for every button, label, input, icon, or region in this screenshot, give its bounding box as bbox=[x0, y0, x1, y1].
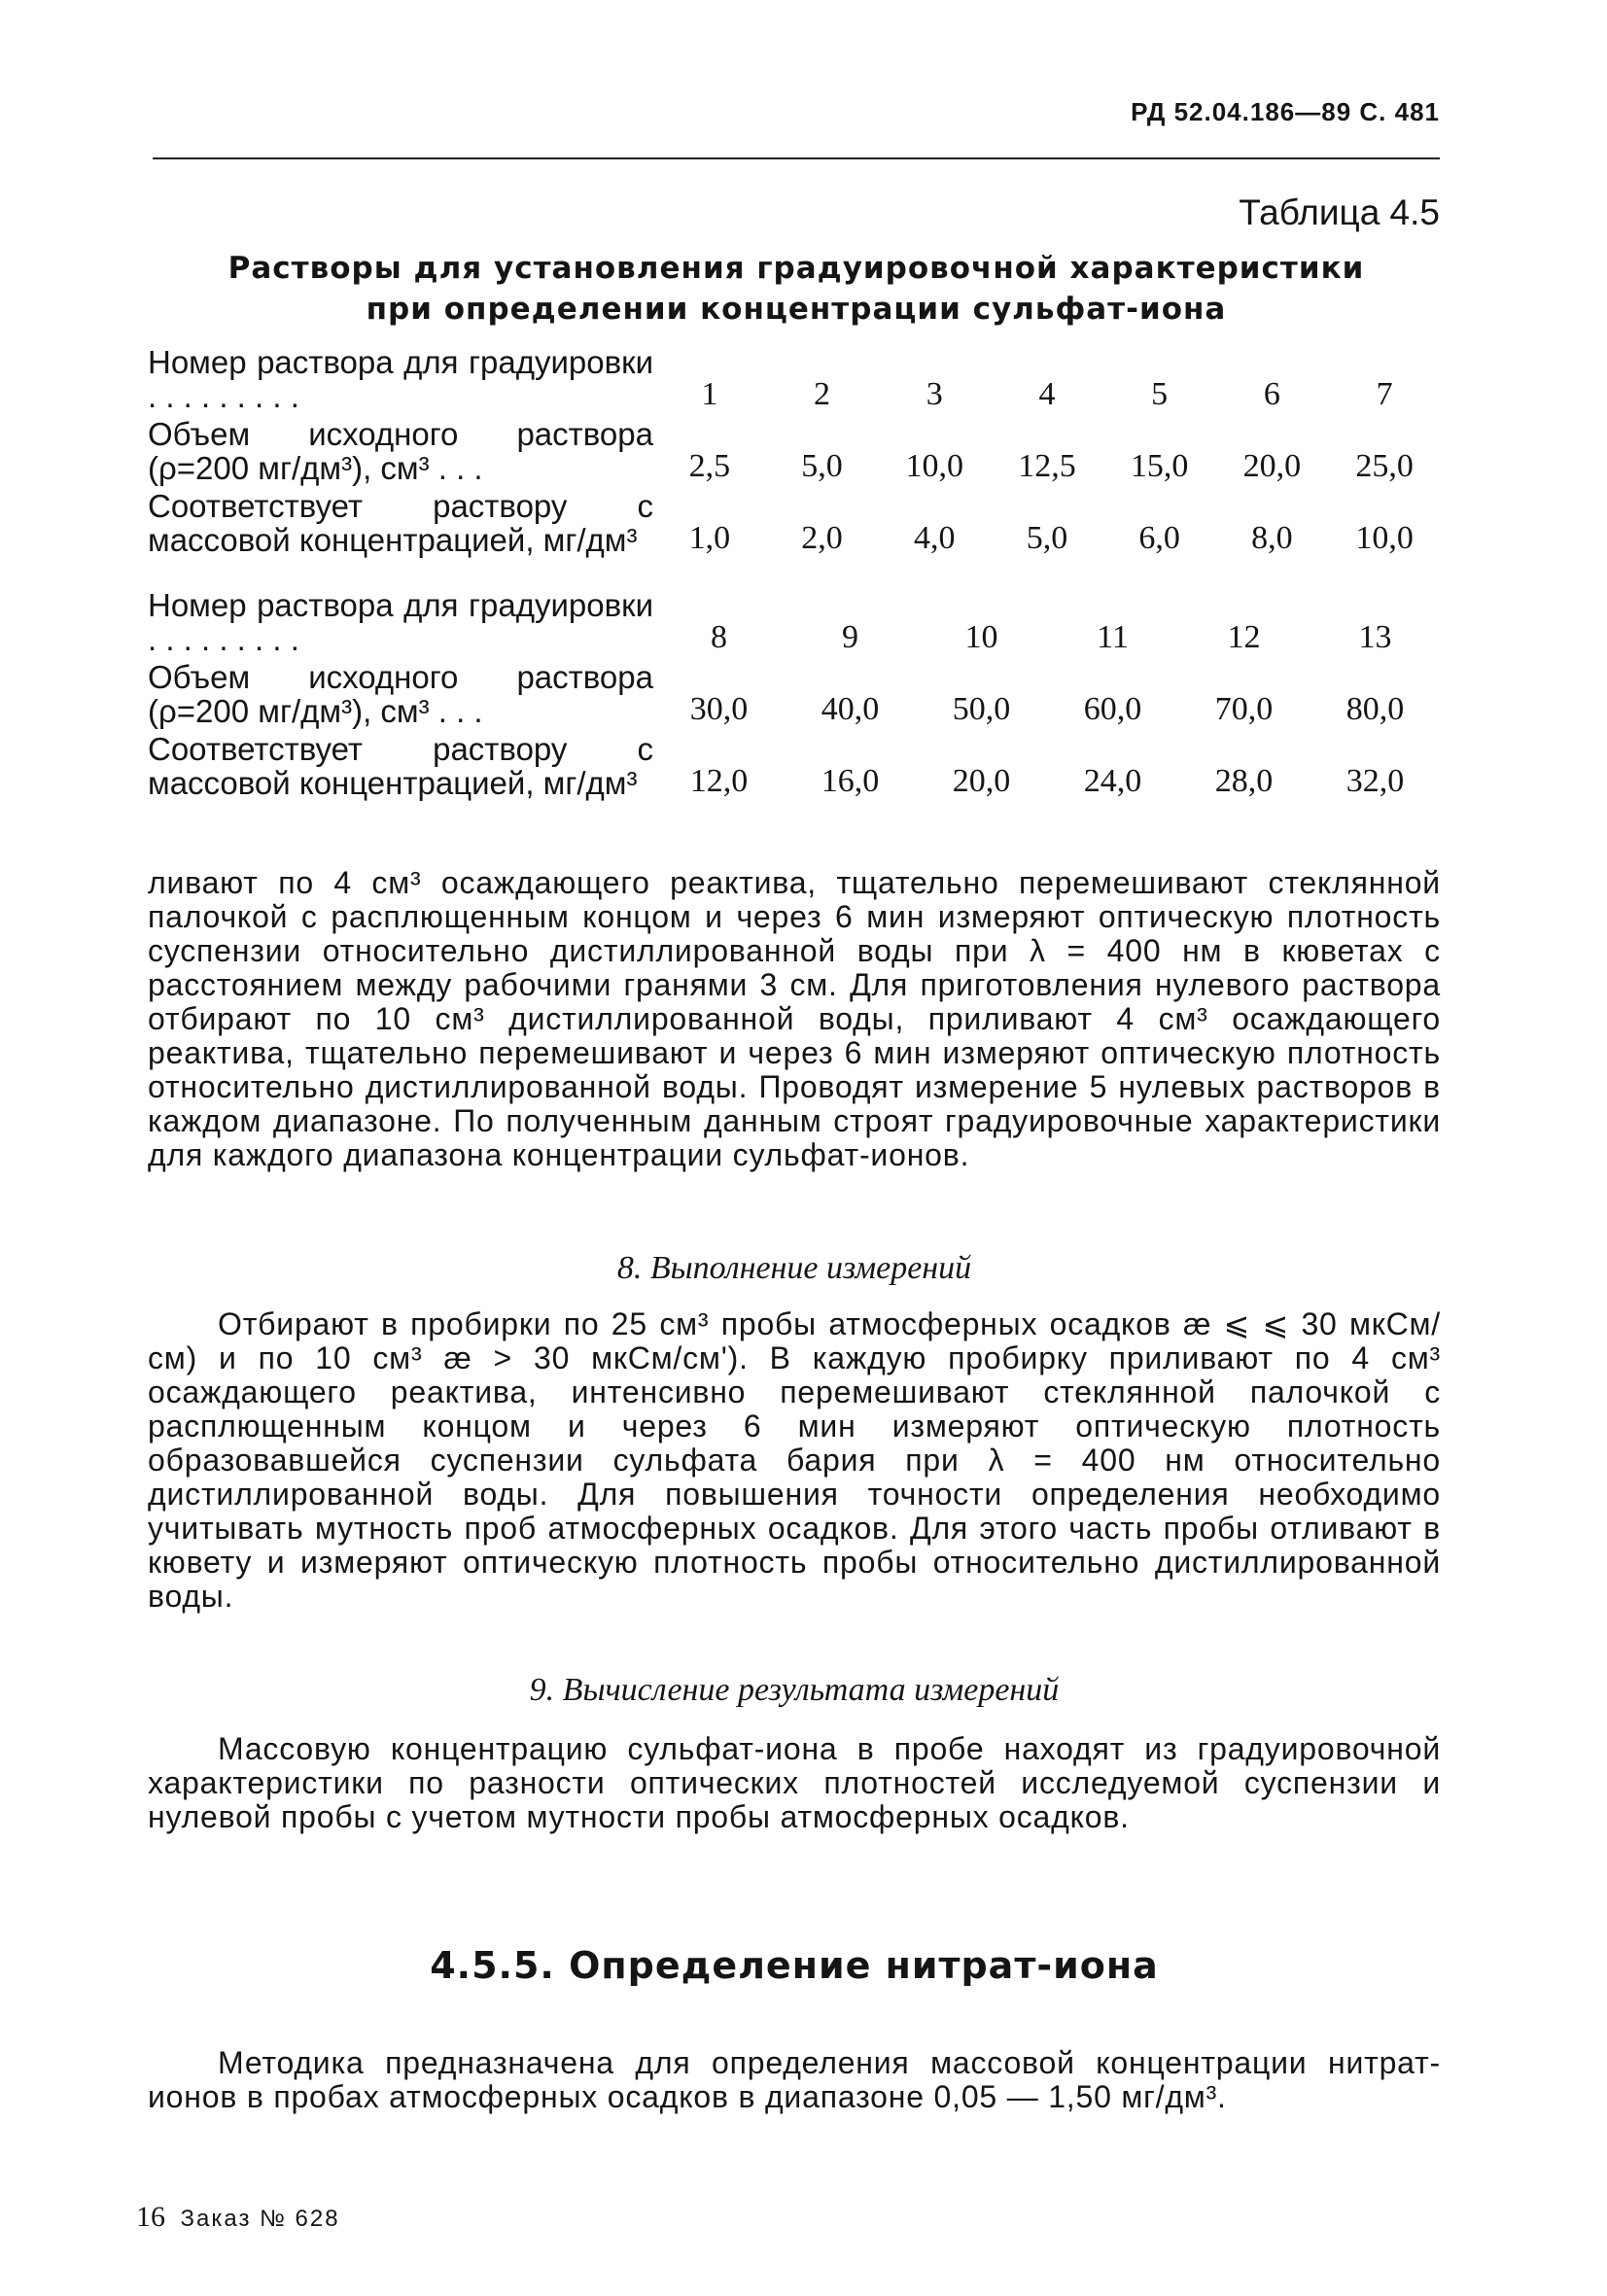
body-paragraph: ливают по 4 см³ осаждающего реактива, тщательно перемешивают стеклянной палочкой с расплющенным концом и через 6 мин измеряют оптическую плотность суспензии относительно дистиллированной воды при λ = 400 нм в кюветах с расстоянием между рабочими гранями 3 см. Для приготовления нулевого раствора отбирают по 10 см³ дистиллированной воды, приливают 4 см³ осаждающего реактива, тщательно перемешивают и через 6 мин измеряют оптическую плотность относительно дистиллированной воды. Проводят измерение 5 нулевых растворов в каждом диапазоне. По полученным данным строят градуировочные характеристики для каждого диапазона концентрации сульфат-ионов. bbox=[148, 865, 1441, 1172]
table-cell: 5,0 bbox=[801, 448, 843, 484]
running-head: РД 52.04.186—89 С. 481 bbox=[1131, 97, 1440, 126]
body-paragraph: Массовую концентрацию сульфат-иона в пробе находят из градуировочной характеристики по разности оптических плотностей исследуемой суспензии и нулевой пробы с учетом мутности пробы атмосферных осадков. bbox=[148, 1731, 1441, 1834]
table-cell: 8,0 bbox=[1251, 520, 1293, 556]
table-cell: 12,5 bbox=[1018, 448, 1076, 484]
signature-number: 16 bbox=[136, 2201, 165, 2233]
section-heading: 9. Вычисление результата измерений bbox=[529, 1672, 1060, 1708]
table-cell: 10,0 bbox=[1355, 520, 1414, 556]
table-cell: 4 bbox=[1038, 376, 1056, 412]
table-cell: 2,0 bbox=[801, 520, 843, 556]
table-cell: 50,0 bbox=[952, 691, 1011, 727]
row-label-concentration: Соответствует раствору с массовой концентрацией, мг/дм³ bbox=[148, 488, 653, 558]
body-paragraph: Методика предназначена для определения массовой концентрации нитрат-ионов в пробах атмосферных осадков в диапазоне 0,05 — 1,50 мг/дм³. bbox=[148, 2045, 1441, 2114]
table-cell: 6,0 bbox=[1138, 520, 1180, 556]
table-cell: 13 bbox=[1358, 619, 1392, 655]
calibration-table-part2 bbox=[148, 588, 1441, 804]
row-label-number: Номер раствора для градуировки . . . . . . . . . bbox=[148, 344, 653, 414]
table-cell: 10 bbox=[964, 619, 998, 655]
table-cell: 28,0 bbox=[1214, 763, 1274, 799]
table-cell: 8 bbox=[711, 619, 727, 655]
calibration-table-part1 bbox=[148, 345, 1441, 561]
row-label-number: Номер раствора для градуировки . . . . . . . . . bbox=[148, 587, 653, 657]
table-cell: 60,0 bbox=[1083, 691, 1142, 727]
table-cell: 24,0 bbox=[1083, 763, 1142, 799]
table-row bbox=[148, 732, 1441, 804]
table-cell: 12 bbox=[1227, 619, 1261, 655]
table-row bbox=[148, 489, 1441, 561]
table-row bbox=[148, 417, 1441, 489]
table-row bbox=[148, 660, 1441, 732]
table-title-line2: при определении концентрации сульфат-иона bbox=[366, 292, 1227, 327]
table-cell: 6 bbox=[1263, 376, 1280, 412]
order-number: Заказ № 628 bbox=[180, 2206, 340, 2232]
table-cell: 5,0 bbox=[1026, 520, 1068, 556]
table-cell: 16,0 bbox=[821, 763, 880, 799]
table-cell: 2 bbox=[814, 376, 831, 412]
header-rule bbox=[153, 157, 1440, 159]
table-cell: 11 bbox=[1097, 619, 1129, 655]
table-cell: 25,0 bbox=[1355, 448, 1414, 484]
table-cell: 4,0 bbox=[914, 520, 956, 556]
body-paragraph: Отбирают в пробирки по 25 см³ пробы атмосферных осадков æ ⩽ ⩽ 30 мкСм/см) и по 10 см³ æ > 30 мкСм/см'). В каждую пробирку приливают по 4 см³ осаждающего реактива, интенсивно перемешивают стеклянной палочкой с расплющенным концом и через 6 мин измеряют оптическую плотность образовавшейся суспензии сульфата бария при λ = 400 нм относительно дистиллированной воды. Для повышения точности определения необходимо учитывать мутность проб атмосферных осадков. Для этого часть пробы отливают в кювету и измеряют оптическую плотность пробы относительно дистиллированной воды. bbox=[148, 1306, 1441, 1614]
table-cell: 30,0 bbox=[689, 691, 749, 727]
table-cell: 32,0 bbox=[1345, 763, 1405, 799]
table-cell: 1,0 bbox=[688, 520, 731, 556]
table-title bbox=[153, 248, 1440, 330]
table-row bbox=[148, 588, 1441, 660]
table-cell: 7 bbox=[1376, 376, 1393, 412]
row-label-volume: Объем исходного раствора (ρ=200 мг/дм³), см³ . . . bbox=[148, 659, 653, 729]
table-cell: 20,0 bbox=[1242, 448, 1302, 484]
table-row bbox=[148, 345, 1441, 417]
table-cell: 3 bbox=[926, 376, 943, 412]
row-label-concentration: Соответствует раствору с массовой концентрацией, мг/дм³ bbox=[148, 731, 653, 801]
table-cell: 2,5 bbox=[688, 448, 731, 484]
subsection-heading: 4.5.5. Определение нитрат-иона bbox=[430, 1944, 1159, 1987]
row-label-volume: Объем исходного раствора (ρ=200 мг/дм³), см³ . . . bbox=[148, 416, 653, 486]
table-cell: 5 bbox=[1151, 376, 1169, 412]
table-cell: 12,0 bbox=[689, 763, 749, 799]
table-cell: 1 bbox=[701, 376, 718, 412]
table-cell: 70,0 bbox=[1214, 691, 1274, 727]
table-title-line1: Растворы для установления градуировочной характеристики bbox=[227, 251, 1365, 286]
table-cell: 15,0 bbox=[1130, 448, 1189, 484]
table-cell: 9 bbox=[842, 619, 858, 655]
table-cell: 20,0 bbox=[952, 763, 1011, 799]
table-number: Таблица 4.5 bbox=[1239, 192, 1440, 232]
page-footer bbox=[136, 2201, 340, 2234]
section-heading: 8. Выполнение измерений bbox=[616, 1250, 972, 1286]
table-cell: 80,0 bbox=[1345, 691, 1405, 727]
table-cell: 40,0 bbox=[821, 691, 880, 727]
table-cell: 10,0 bbox=[905, 448, 963, 484]
